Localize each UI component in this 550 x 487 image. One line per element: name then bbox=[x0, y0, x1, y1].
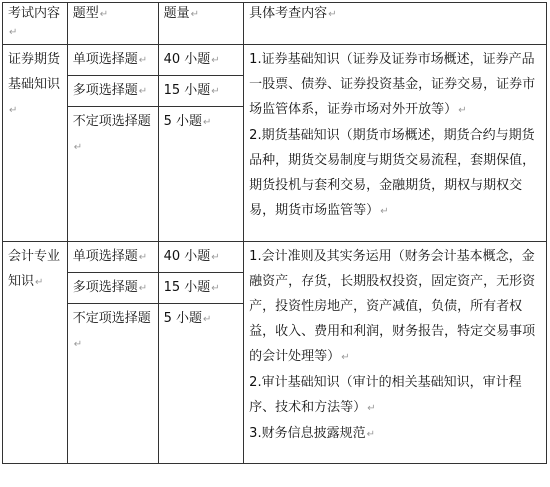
detail-paragraph bbox=[249, 370, 541, 421]
header-cell bbox=[158, 3, 244, 45]
paragraph-mark-icon: ↵ bbox=[328, 9, 337, 20]
question-count-cell bbox=[158, 45, 244, 76]
paragraph-mark-icon: ↵ bbox=[73, 339, 83, 350]
question-type-cell bbox=[67, 76, 158, 107]
question-count-cell bbox=[158, 273, 244, 304]
question-count-cell bbox=[158, 242, 244, 273]
paragraph-mark-icon: ↵ bbox=[202, 117, 212, 128]
paragraph-mark-icon: ↵ bbox=[380, 206, 389, 217]
header-cell bbox=[67, 3, 158, 45]
question-type: 多项选择题 bbox=[72, 83, 138, 98]
paragraph-mark-icon: ↵ bbox=[367, 403, 376, 414]
table-header-row bbox=[3, 3, 547, 45]
paragraph-mark-icon: ↵ bbox=[211, 283, 220, 294]
detail-text: 1.证券基础知识（证券及证券市场概述，证券产品一股票、债券、证券投资基金，证券交易，证券市场监管体系，证券市场对外开放等） bbox=[249, 52, 536, 117]
detail-cell bbox=[244, 242, 547, 464]
paragraph-mark-icon: ↵ bbox=[35, 277, 44, 288]
question-count-cell bbox=[158, 107, 244, 242]
detail-paragraph bbox=[249, 47, 541, 123]
question-type-cell bbox=[67, 304, 158, 464]
detail-paragraph bbox=[249, 123, 541, 224]
section-content-label: 证券期货基础知识 bbox=[8, 52, 61, 92]
paragraph-mark-icon: ↵ bbox=[211, 86, 220, 97]
question-count: 40 小题 bbox=[163, 52, 211, 67]
question-type-cell bbox=[67, 273, 158, 304]
detail-text: 3.财务信息披露规范 bbox=[249, 426, 366, 441]
section-content-cell bbox=[3, 45, 68, 242]
paragraph-mark-icon: ↵ bbox=[138, 55, 148, 66]
paragraph-mark-icon: ↵ bbox=[341, 352, 350, 363]
header-specific-content: 具体考查内容 bbox=[249, 6, 328, 21]
paragraph-mark-icon: ↵ bbox=[138, 283, 148, 294]
question-count: 15 小题 bbox=[163, 83, 211, 98]
question-type: 多项选择题 bbox=[72, 280, 138, 295]
paragraph-mark-icon: ↵ bbox=[190, 9, 199, 20]
question-type: 不定项选择题 bbox=[72, 114, 151, 129]
question-count: 5 小题 bbox=[163, 114, 202, 129]
header-cell bbox=[244, 3, 547, 45]
question-count: 15 小题 bbox=[163, 280, 211, 295]
section-content-label: 会计专业知识 bbox=[8, 249, 61, 289]
question-type: 不定项选择题 bbox=[72, 311, 151, 326]
detail-cell bbox=[244, 45, 547, 242]
question-type: 单项选择题 bbox=[72, 249, 138, 264]
question-count-cell bbox=[158, 304, 244, 464]
paragraph-mark-icon: ↵ bbox=[73, 142, 83, 153]
table-row bbox=[3, 242, 547, 273]
paragraph-mark-icon: ↵ bbox=[366, 429, 375, 440]
question-type-cell bbox=[67, 45, 158, 76]
paragraph-mark-icon: ↵ bbox=[99, 9, 109, 20]
question-count: 40 小题 bbox=[163, 249, 211, 264]
header-exam-content: 考试内容 bbox=[8, 6, 61, 21]
paragraph-mark-icon: ↵ bbox=[138, 86, 148, 97]
paragraph-mark-icon: ↵ bbox=[458, 105, 467, 116]
paragraph-mark-icon: ↵ bbox=[202, 314, 212, 325]
section-content-cell bbox=[3, 242, 68, 464]
paragraph-mark-icon: ↵ bbox=[211, 252, 220, 263]
paragraph-mark-icon: ↵ bbox=[138, 252, 148, 263]
question-count-cell bbox=[158, 76, 244, 107]
paragraph-mark-icon: ↵ bbox=[9, 27, 18, 38]
detail-text: 2.审计基础知识（审计的相关基础知识，审计程序、技术和方法等） bbox=[249, 375, 522, 415]
table-row bbox=[3, 45, 547, 76]
header-question-type: 题型 bbox=[72, 6, 99, 21]
question-type-cell bbox=[67, 242, 158, 273]
paragraph-mark-icon: ↵ bbox=[211, 55, 220, 66]
question-type: 单项选择题 bbox=[72, 52, 138, 67]
header-question-count: 题量 bbox=[163, 6, 190, 21]
detail-paragraph bbox=[249, 244, 541, 370]
detail-text: 1.会计准则及其实务运用（财务会计基本概念，金融资产，存货，长期股权投资，固定资产，无形资产，投资性房地产，资产减值，负债，所有者权益，收入、费用和利润，财务报告，特定交易事项的会计处理等） bbox=[249, 249, 536, 364]
exam-content-table bbox=[2, 2, 547, 464]
paragraph-mark-icon: ↵ bbox=[9, 105, 18, 116]
detail-text: 2.期货基础知识（期货市场概述，期货合约与期货品种，期货交易制度与期货交易流程，套期保值，期货投机与套利交易，金融期货，期权与期权交易，期货市场监管等） bbox=[249, 128, 536, 218]
question-count: 5 小题 bbox=[163, 311, 202, 326]
header-cell bbox=[3, 3, 68, 45]
detail-paragraph bbox=[249, 421, 541, 447]
question-type-cell bbox=[67, 107, 158, 242]
